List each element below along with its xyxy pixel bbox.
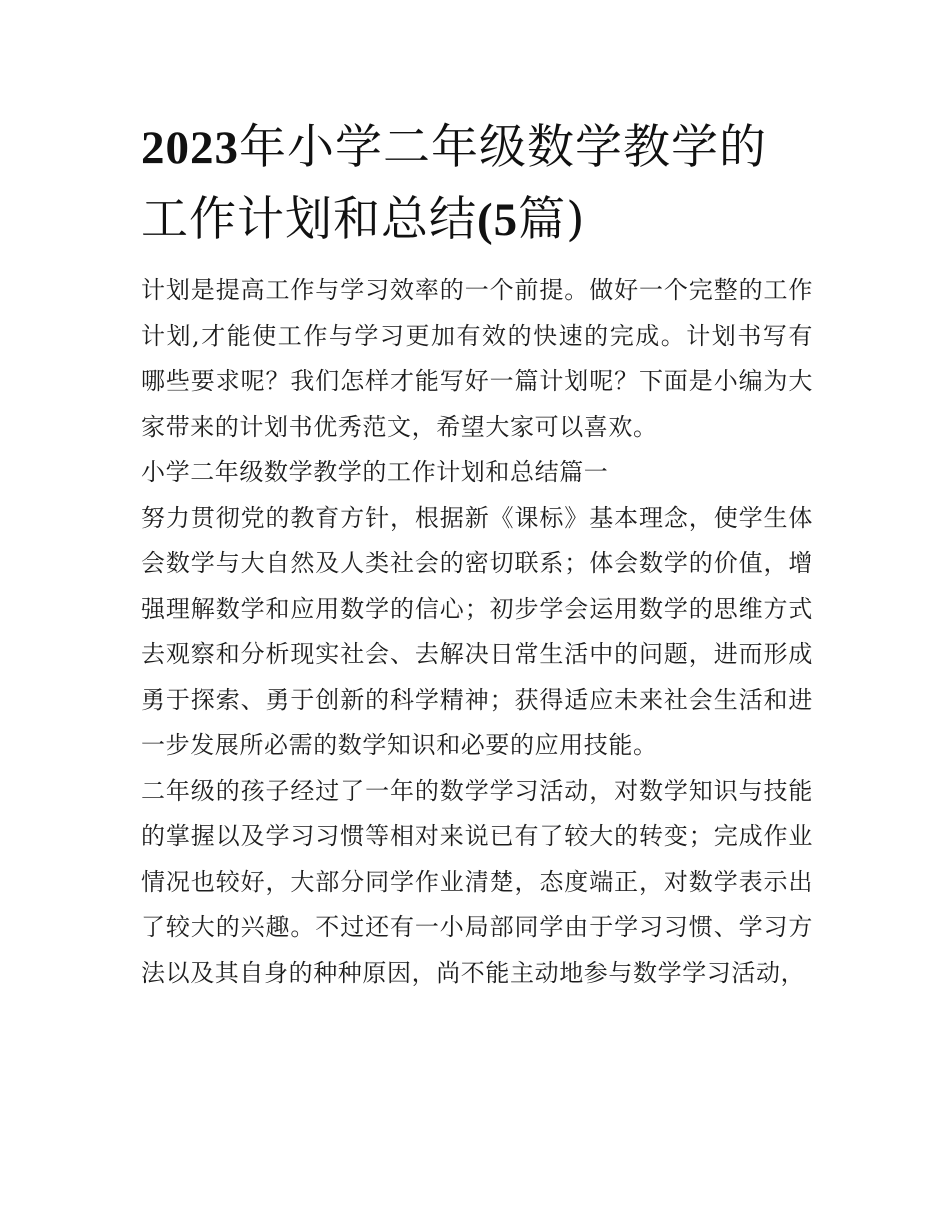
intro-paragraph: 计划是提高工作与学习效率的一个前提。做好一个完整的工作计划,才能使工作与学习更加有效的快速的完成。计划书写有哪些要求呢？我们怎样才能写好一篇计划呢？下面是小编为大家带来的计划书优秀范文，希望大家可以喜欢。 [141, 276, 813, 441]
section-heading: 小学二年级数学教学的工作计划和总结篇一 [141, 458, 609, 486]
document-content [141, 112, 813, 996]
body-paragraph: 二年级的孩子经过了一年的数学学习活动，对数学知识与技能的掌握以及学习习惯等相对来说已有了较大的转变；完成作业情况也较好，大部分同学作业清楚，态度端正，对数学表示出了较大的兴趣。不过还有一小局部同学由于学习习惯、学习方法以及其自身的种种原因，尚不能主动地参与数学学习活动， [141, 776, 813, 987]
body-paragraph: 努力贯彻党的教育方针，根据新《课标》基本理念，使学生体会数学与大自然及人类社会的密切联系；体会数学的价值，增强理解数学和应用数学的信心；初步学会运用数学的思维方式去观察和分析现实社会、去解决日常生活中的问题，进而形成勇于探索、勇于创新的科学精神；获得适应未来社会生活和进一步发展所必需的数学知识和必要的应用技能。 [141, 503, 813, 759]
document-body [141, 268, 813, 996]
title-count: (5 [477, 194, 519, 246]
title-line2-end: 篇) [518, 192, 586, 247]
title-line2-text: 工作计划和总结 [141, 192, 477, 247]
title-line1-text: 年小学二年级数学教学的 [239, 120, 767, 175]
document-title [141, 112, 813, 256]
title-year: 2023 [141, 122, 239, 174]
